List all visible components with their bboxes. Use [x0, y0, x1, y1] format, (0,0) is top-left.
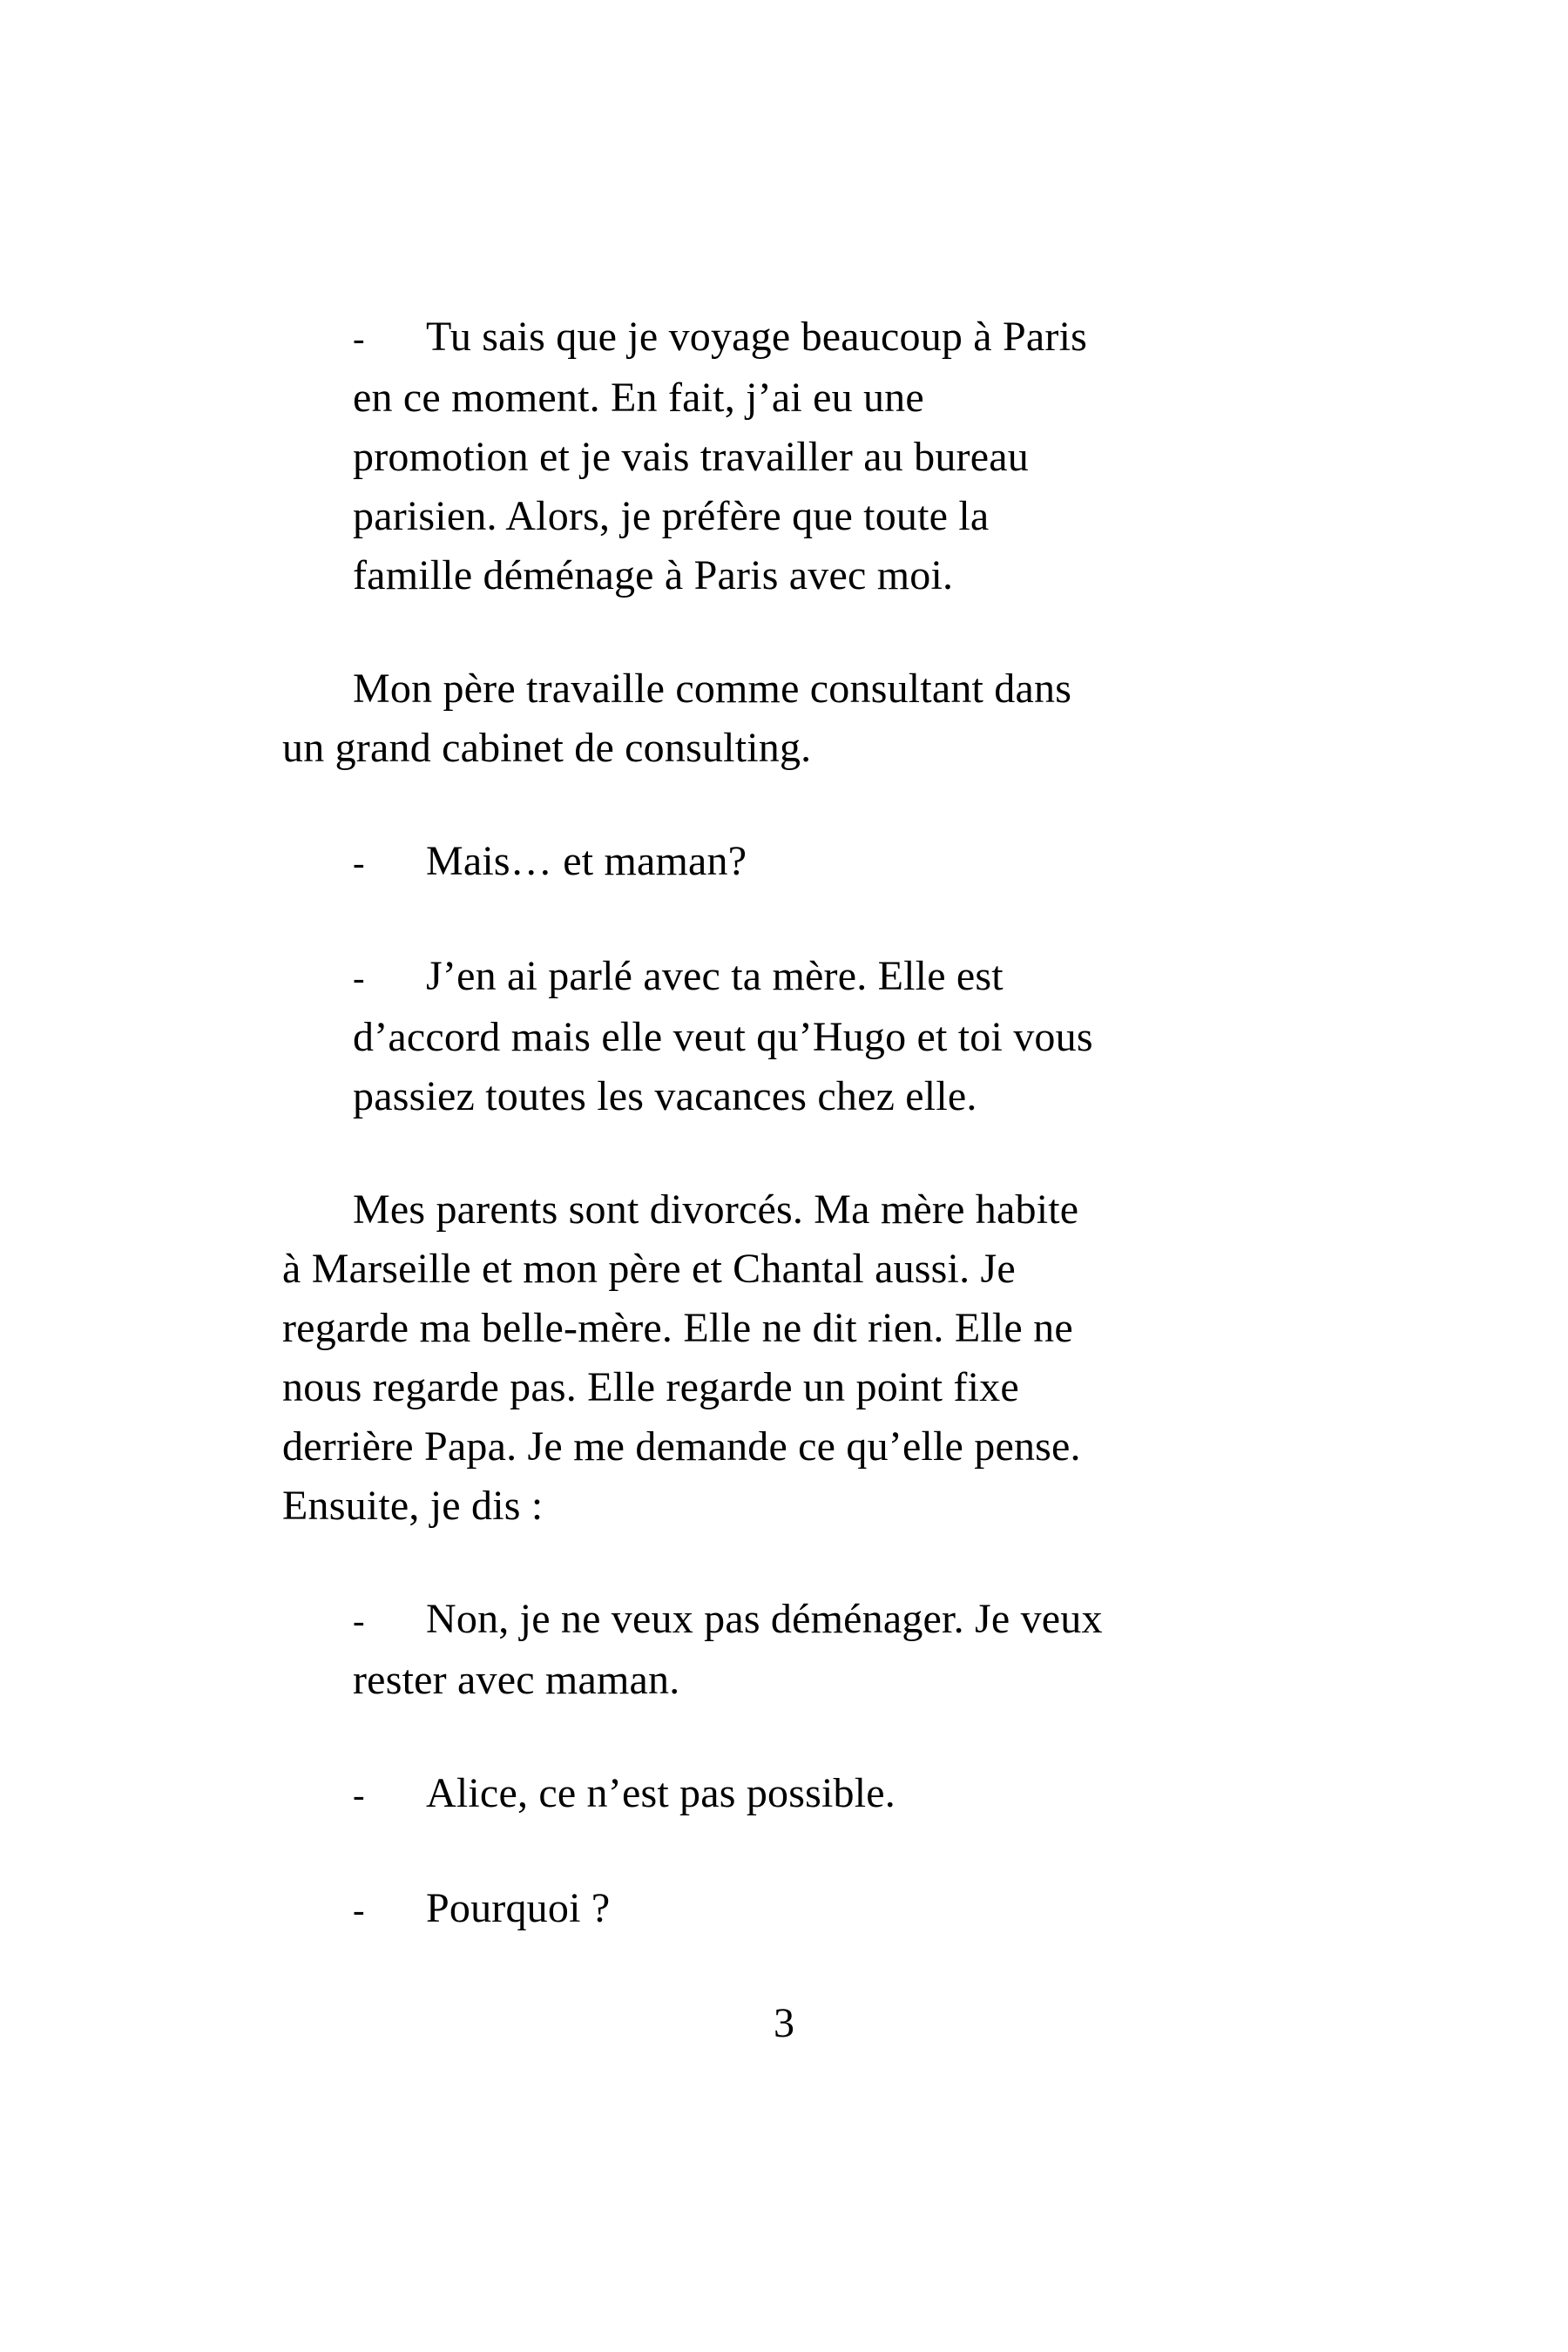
text-line: promotion et je vais travailler au bureau	[353, 434, 1029, 480]
dialogue-dash: -	[353, 1775, 365, 1815]
narrative-paragraph	[282, 1180, 1293, 1536]
text-line: passiez toutes les vacances chez elle.	[353, 1073, 977, 1119]
text-line: Pourquoi ?	[426, 1885, 611, 1931]
text-line: Mes parents sont divorcés. Ma mère habite	[353, 1186, 1079, 1233]
text-line: parisien. Alors, je préfère que toute la	[353, 493, 990, 539]
text-line: nous regarde pas. Elle regarde un point fixe	[282, 1364, 1019, 1410]
dialogue-dash: -	[353, 1890, 365, 1930]
text-line: regarde ma belle-mère. Elle ne dit rien. Elle ne	[282, 1305, 1073, 1351]
dialogue-dash: -	[353, 843, 365, 882]
text-line: famille déménage à Paris avec moi.	[353, 552, 954, 598]
text-line: Alice, ce n’est pas possible.	[426, 1770, 896, 1816]
text-line: à Marseille et mon père et Chantal aussi. Je	[282, 1246, 1016, 1292]
page-number: 3	[774, 2000, 794, 2046]
text-line: Non, je ne veux pas déménager. Je veux	[426, 1596, 1103, 1642]
text-line: derrière Papa. Je me demande ce qu’elle pense.	[282, 1423, 1081, 1470]
dialogue-dash: -	[353, 958, 365, 997]
text-line: en ce moment. En fait, j’ai eu une	[353, 375, 924, 421]
text-line: Mon père travaille comme consultant dans	[353, 666, 1072, 712]
text-line: Ensuite, je dis :	[282, 1483, 544, 1529]
text-line: un grand cabinet de consulting.	[282, 725, 812, 771]
dialogue-paragraph	[353, 1590, 1294, 1710]
text-line: d’accord mais elle veut qu’Hugo et toi vous	[353, 1014, 1093, 1060]
text-line: Mais… et maman?	[426, 838, 747, 884]
dialogue-paragraph	[353, 1764, 1294, 1825]
dialogue-dash: -	[353, 319, 365, 358]
text-line: J’en ai parlé avec ta mère. Elle est	[426, 953, 1004, 999]
text-line: Tu sais que je voyage beaucoup à Paris	[426, 314, 1088, 360]
narrative-paragraph	[282, 659, 1293, 778]
text-line: rester avec maman.	[353, 1657, 680, 1703]
dialogue-dash: -	[353, 1601, 365, 1640]
dialogue-paragraph	[353, 832, 1294, 893]
dialogue-paragraph	[353, 947, 1294, 1126]
dialogue-paragraph	[353, 1879, 1294, 1940]
dialogue-paragraph	[353, 308, 1294, 605]
